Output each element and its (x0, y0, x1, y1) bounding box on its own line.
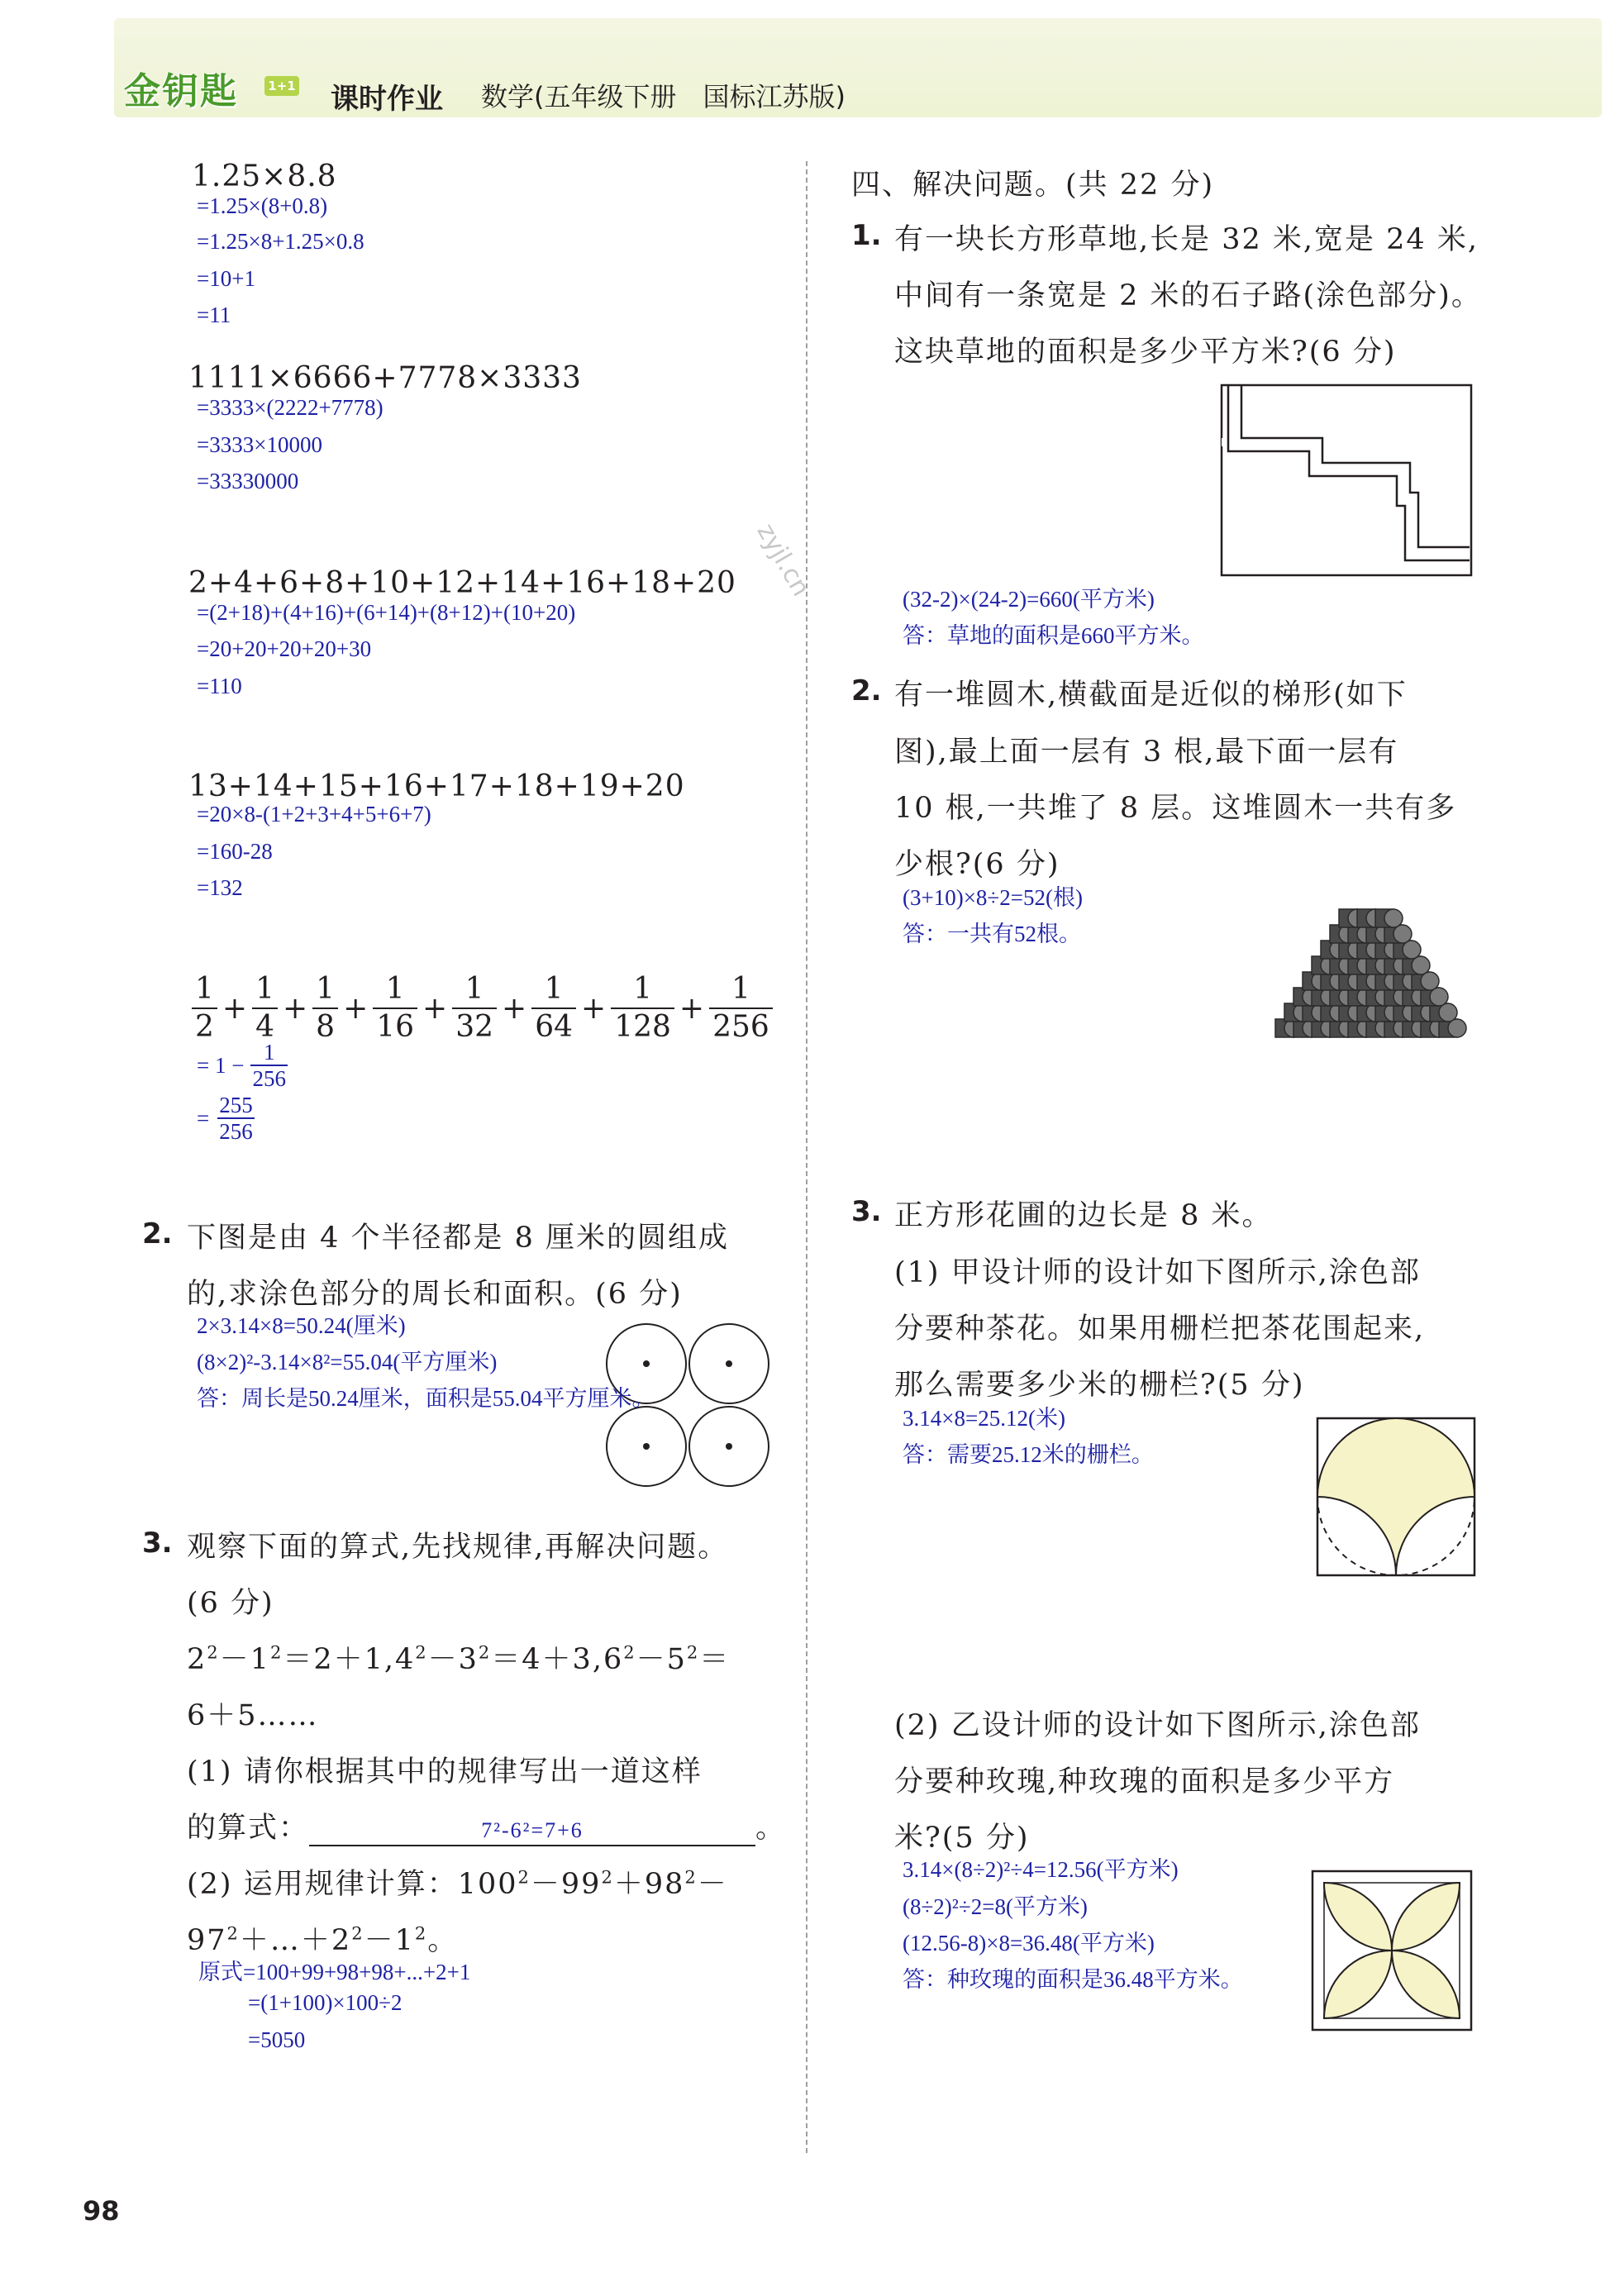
fraction: $\frac{1}{256}$ (709, 971, 773, 1046)
q3-pattern: 6＋5…… (187, 1699, 319, 1732)
q2-answer: (8×2)²-3.14×8²=55.04(平方厘米) (197, 1350, 498, 1374)
lawn-path-figure (1220, 383, 1473, 577)
fraction: $\frac{1}{2}$ (192, 971, 217, 1046)
q3-text: 观察下面的算式,先找规律,再解决问题。 (187, 1531, 729, 1564)
calc2-problem: 1111×6666+7778×3333 (188, 361, 582, 395)
brand-tag: 1+1 (264, 76, 299, 96)
p2-text: 有一堆圆木,横截面是近似的梯形(如下 (894, 679, 1408, 712)
log (1439, 1003, 1457, 1022)
p3-answer: (8÷2)²÷2=8(平方米) (903, 1894, 1088, 1919)
p1-text: 有一块长方形草地,长是 32 米,宽是 24 米, (894, 223, 1479, 256)
q3-text: 的算式： 7²-6²=7+6 。 (187, 1812, 787, 1845)
calc5-problem: $\frac{1}{2}$ + $\frac{1}{4}$ + $\frac{1}{8}$ + $\frac{1}{16}$ + $\frac{1}{32}$ + $\frac{1}{64}$ + $\frac{1}{128}$ + $\frac{1}{256}$ (188, 963, 776, 1054)
p2-answer: 答：一共有52根。 (903, 922, 1081, 946)
calc1-step: =1.25×(8+0.8) (197, 193, 328, 218)
log (1412, 956, 1430, 974)
p3-text: 分要种玫瑰,种玫瑰的面积是多少平方 (894, 1765, 1395, 1798)
log-pile-figure (1255, 896, 1473, 1041)
tea-flower-figure (1316, 1417, 1476, 1577)
p3-answer: 答：种玫瑰的面积是36.48平方米。 (903, 1967, 1243, 1992)
q3-number: 3. (142, 1527, 173, 1560)
log (1448, 1019, 1466, 1037)
p2-text: 10 根,一共堆了 8 层。这堆圆木一共有多 (894, 792, 1457, 825)
p1-answer: (32-2)×(24-2)=660(平方米) (903, 587, 1155, 612)
log (1403, 941, 1421, 959)
p2-answer: (3+10)×8÷2=52(根) (903, 885, 1083, 910)
p3-answer: 3.14×8=25.12(米) (903, 1406, 1065, 1431)
q3-text: (1) 请你根据其中的规律写出一道这样 (187, 1755, 703, 1789)
calc4-problem: 13+14+15+16+17+18+19+20 (188, 769, 685, 803)
p3-answer: 答：需要25.12米的栅栏。 (903, 1442, 1154, 1467)
page-number: 98 (83, 2195, 120, 2227)
calc3-step: =20+20+20+20+30 (197, 636, 372, 661)
p1-answer: 答：草地的面积是660平方米。 (903, 623, 1204, 648)
calc1-step: =11 (197, 302, 231, 327)
log (1421, 972, 1439, 990)
calc5-step: = 1 − $\frac{1}{256}$ (197, 1040, 286, 1091)
series-title: 课时作业 (331, 83, 443, 116)
p3-text: 分要种茶花。如果用栅栏把茶花围起来, (894, 1312, 1426, 1346)
subject-title: 数学(五年级下册 国标江苏版) (481, 81, 846, 112)
brand-logo: 金钥匙 (124, 70, 238, 112)
q2-text: 下图是由 4 个半径都是 8 厘米的圆组成 (187, 1222, 730, 1255)
q3-text: (2) 运用规律计算：$100^2-99^2+98^2-$ (187, 1867, 728, 1901)
fraction: $\frac{1}{128}$ (611, 971, 674, 1046)
log (1384, 909, 1403, 927)
calc4-step: =132 (197, 875, 243, 900)
fraction: $\frac{1}{8}$ (312, 971, 338, 1046)
fraction: $\frac{1}{16}$ (373, 971, 417, 1046)
q2-text: 的,求涂色部分的周长和面积。(6 分) (187, 1278, 683, 1311)
q3-answer: =5050 (248, 2027, 306, 2052)
rose-figure (1311, 1870, 1473, 2032)
fraction: $\frac{1}{64}$ (531, 971, 576, 1046)
q3-text: $97^2+\dots+2^2-1^2$。 (187, 1923, 459, 1957)
p3-number: 3. (851, 1195, 882, 1228)
calc2-step: =3333×(2222+7778) (197, 395, 384, 420)
p2-text: 图),最上面一层有 3 根,最下面一层有 (894, 736, 1399, 769)
section-title: 四、解决问题。(共 22 分) (851, 169, 1215, 202)
watermark: zyjl.cn (750, 518, 816, 602)
fraction: $\frac{1}{32}$ (452, 971, 497, 1046)
q3-answer: =(1+100)×100÷2 (248, 1990, 403, 2015)
calc4-step: =160-28 (197, 839, 273, 864)
p3-text: (1) 甲设计师的设计如下图所示,涂色部 (894, 1256, 1421, 1289)
calc5-step: = $\frac{255}{256}$ (197, 1093, 253, 1144)
q2-number: 2. (142, 1217, 173, 1250)
q2-answer: 2×3.14×8=50.24(厘米) (197, 1313, 406, 1338)
answer-blank[interactable]: 7²-6²=7+6 (309, 1812, 755, 1846)
q3-text: (6 分) (187, 1587, 274, 1620)
q3-pattern: $2^2-1^2=2+1,4^2-3^2=4+3,6^2-5^2=$ (187, 1642, 731, 1676)
p2-number: 2. (851, 674, 882, 707)
log (1430, 988, 1448, 1006)
calc2-step: =33330000 (197, 469, 299, 493)
p3-text: (2) 乙设计师的设计如下图所示,涂色部 (894, 1709, 1421, 1742)
q2-answer: 答：周长是50.24厘米，面积是55.04平方厘米。 (197, 1386, 655, 1411)
calc3-step: =110 (197, 674, 242, 698)
column-divider (806, 161, 808, 2153)
p2-text: 少根?(6 分) (894, 848, 1060, 881)
p1-text: 这块草地的面积是多少平方米?(6 分) (894, 336, 1397, 369)
p3-text: 米?(5 分) (894, 1822, 1030, 1855)
p3-text: 那么需要多少米的栅栏?(5 分) (894, 1369, 1305, 1402)
p1-number: 1. (851, 219, 882, 252)
q3-answer: 原式=100+99+98+98+...+2+1 (198, 1960, 471, 1984)
calc3-problem: 2+4+6+8+10+12+14+16+18+20 (188, 566, 736, 600)
calc2-step: =3333×10000 (197, 432, 322, 457)
calc1-problem: 1.25×8.8 (192, 160, 337, 193)
calc3-step: =(2+18)+(4+16)+(6+14)+(8+12)+(10+20) (197, 600, 576, 625)
p3-answer: (12.56-8)×8=36.48(平方米) (903, 1931, 1155, 1955)
log (1393, 925, 1412, 943)
calc1-step: =10+1 (197, 266, 255, 291)
p3-answer: 3.14×(8÷2)²÷4=12.56(平方米) (903, 1857, 1179, 1882)
p1-text: 中间有一条宽是 2 米的石子路(涂色部分)。 (894, 279, 1482, 312)
calc4-step: =20×8-(1+2+3+4+5+6+7) (197, 802, 431, 826)
calc1-step: =1.25×8+1.25×0.8 (197, 229, 364, 254)
fraction: $\frac{1}{4}$ (252, 971, 278, 1046)
p3-text: 正方形花圃的边长是 8 米。 (894, 1199, 1273, 1232)
